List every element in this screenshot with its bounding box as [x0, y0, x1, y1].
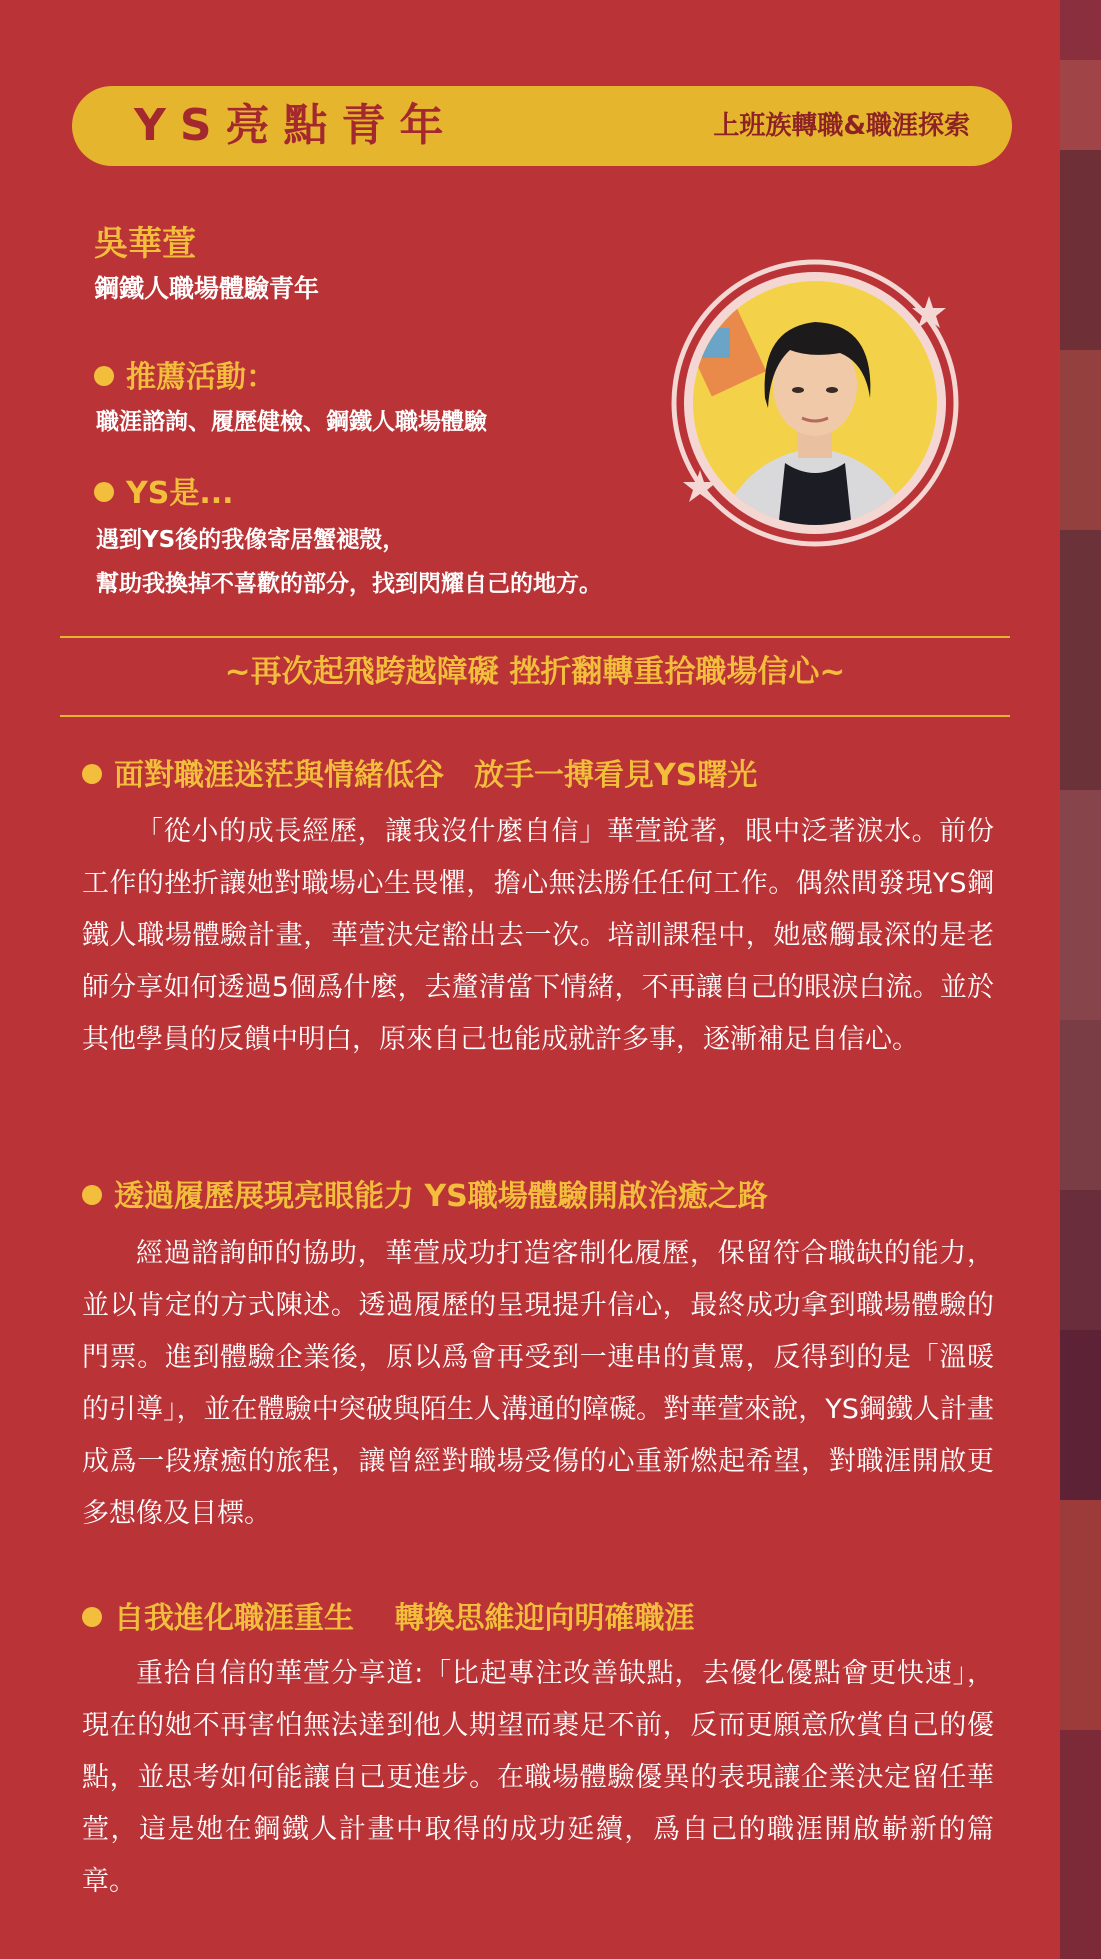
recommend-text: 職涯諮詢、履歷健檢、鋼鐵人職場體驗: [96, 409, 487, 435]
ys-label-text: YS是...: [126, 476, 234, 511]
title-banner: [72, 86, 1012, 166]
section-1-title-text: 面對職涯迷茫與情緒低谷 放手一搏看見YS曙光: [114, 758, 758, 793]
bullet-dot-icon: [82, 1185, 102, 1205]
section-3-title: [82, 1598, 694, 1640]
ys-line-1: 遇到YS後的我像寄居蟹褪殼，: [96, 527, 406, 553]
section-2-paragraph: 經過諮詢師的協助，華萱成功打造客制化履歷，保留符合職缺的能力，並以肯定的方式陳述。透過履歷的呈現提升信心，最終成功拿到職場體驗的門票。進到體驗企業後，原以爲會再受到一連串的責罵，反得到的是「溫暖的引導」，並在體驗中突破與陌生人溝通的障礙。對華萱來說，YS鋼鐵人計畫成爲一段療癒的旅程，讓曾經對職場受傷的心重新燃起希望，對職涯開啟更多想像及目標。: [82, 1238, 994, 1529]
recommend-label-text: 推薦活動：: [126, 360, 276, 395]
bullet-dot-icon: [94, 366, 114, 386]
portrait-image: [670, 258, 960, 548]
recommend-label: [94, 358, 276, 398]
divider-top: [60, 636, 1010, 638]
bullet-dot-icon: [82, 1607, 102, 1627]
section-2-title: [82, 1176, 768, 1218]
section-3-paragraph: 重拾自信的華萱分享道:「比起專注改善缺點，去優化優點會更快速」，現在的她不再害怕無法達到他人期望而裹足不前，反而更願意欣賞自己的優點，並思考如何能讓自己更進步。在職場體驗優異的表現讓企業決定留任華萱，這是她在鋼鐵人計畫中取得的成功延續，爲自己的職涯開啟嶄新的篇章。: [82, 1658, 994, 1897]
bullet-dot-icon: [94, 482, 114, 502]
bullet-dot-icon: [82, 764, 102, 784]
banner-subtitle: 上班族轉職&職涯探索: [713, 111, 970, 141]
section-2-title-text: 透過履歷展現亮眼能力 YS職場體驗開啟治癒之路: [114, 1179, 768, 1214]
portrait-frame: [670, 258, 960, 548]
section-3-body: [82, 1648, 994, 1908]
section-1-title: [82, 755, 757, 797]
section-3-title-text: 自我進化職涯重生 轉換思維迎向明確職涯: [114, 1601, 695, 1636]
divider-bottom: [60, 715, 1010, 717]
section-1-body: [82, 806, 994, 1066]
section-2-body: [82, 1228, 994, 1540]
profile-name: 吳華萱: [94, 224, 196, 264]
profile-role: 鋼鐵人職場體驗青年: [94, 274, 320, 303]
banner-title: YS亮點青年: [134, 100, 458, 151]
decorative-side-strip: [1060, 0, 1101, 1959]
ys-line-2: 幫助我換掉不喜歡的部分，找到閃耀自己的地方。: [96, 571, 602, 597]
section-1-paragraph: 「從小的成長經歷，讓我沒什麼自信」華萱說著，眼中泛著淚水。前份工作的挫折讓她對職場心生畏懼，擔心無法勝任任何工作。偶然間發現YS鋼鐵人職場體驗計畫，華萱決定豁出去一次。培訓課程中，她感觸最深的是老師分享如何透過5個爲什麼，去釐清當下情緒，不再讓自己的眼淚白流。並於其他學員的反饋中明白，原來自己也能成就許多事，逐漸補足自信心。: [82, 816, 994, 1055]
article-headline: ~再次起飛跨越障礙 挫折翻轉重拾職場信心~: [224, 654, 846, 690]
ys-label: [94, 474, 234, 514]
